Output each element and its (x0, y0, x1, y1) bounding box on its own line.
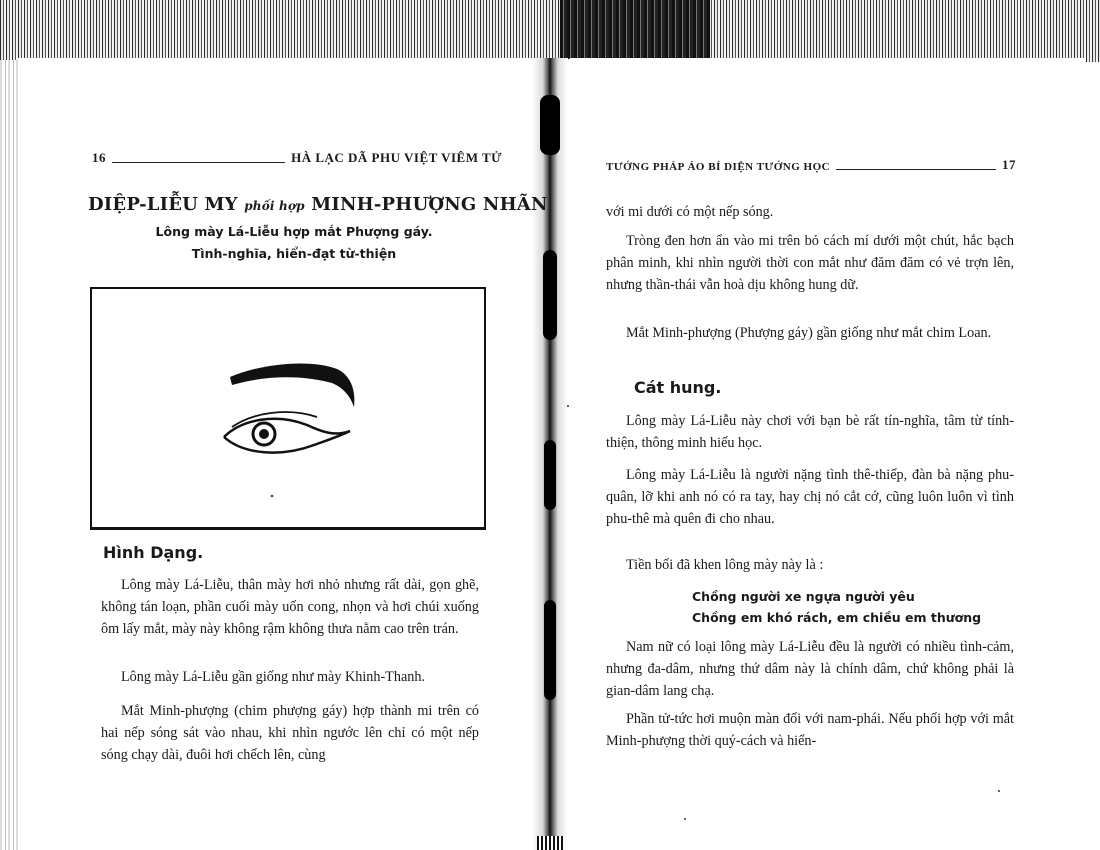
paragraph: Nam nữ có loại lông mày Lá-Liễu đều là người có nhiều tình-cảm, nhưng đa-dâm, nhưng thứ dâm này là chính dâm, chứ không phải là gian-dâm lang chạ. (606, 639, 1014, 699)
section-heading: Hình Dạng. (103, 543, 204, 562)
chapter-subtitle: Tình-nghĩa, hiển-đạt từ-thiện (191, 246, 397, 261)
page-number: 16 (92, 150, 106, 165)
running-head-right (606, 157, 1016, 173)
running-head-title: TƯỚNG PHÁP ÁO BÍ DIỆN TƯỚNG HỌC (606, 161, 831, 173)
paragraph: Lông mày Lá-Liễu là người nặng tình thê-thiếp, đàn bà nặng phu-quân, lỡ khi anh nó có ra tay, hay chị nó cắt cớ, cũng luôn luôn vì tình phu-thê mà quên đi cho nhau. (606, 467, 1014, 527)
chapter-title (88, 194, 548, 215)
quote-line: Chồng người xe ngựa người yêu (692, 589, 915, 604)
gutter-shadow (540, 95, 560, 155)
scan-speck (567, 405, 569, 407)
paragraph: Mắt Minh-phượng (chim phượng gáy) hợp thành mi trên có hai nếp sóng sát vào nhau, khi nhìn ngước lên chỉ có một nếp sóng chạy dài, đuôi hơi chếch lên, cùng (101, 703, 479, 763)
chapter-title-connector: phối hợp (244, 199, 305, 213)
eyebrow-and-eye-drawing (92, 289, 484, 527)
chapter-title-part2: MINH-PHƯỢNG NHÃN (311, 194, 548, 215)
paragraph: Phần tử-tức hơi muộn màn đối với nam-phái. Nếu phối hợp với mắt Minh-phượng thời quý-cách và hiển- (606, 711, 1014, 749)
scan-speck (684, 818, 686, 820)
running-head-title: HÀ LẠC DÃ PHU VIỆT VIÊM TỬ (291, 150, 502, 165)
scan-edge-top-shadow (560, 0, 710, 62)
paragraph: Mắt Minh-phượng (Phượng gáy) gần giống như mắt chim Loan. (626, 325, 992, 341)
quote-line: Chồng em khó rách, em chiều em thương (692, 610, 982, 625)
scan-speck (998, 790, 1000, 792)
running-head-left (92, 150, 502, 166)
paragraph: Tiền bối đã khen lông mày này là : (626, 557, 824, 573)
running-head-rule (836, 169, 996, 170)
pupil (259, 429, 269, 439)
eye-brow-illustration (90, 287, 486, 530)
eyebrow-shape (230, 363, 354, 407)
chapter-subtitle: Lông mày Lá-Liễu hợp mắt Phượng gáy. (155, 224, 433, 239)
paragraph: với mi dưới có một nếp sóng. (606, 204, 774, 220)
gutter-shadow (543, 250, 557, 340)
running-head-rule (112, 162, 285, 163)
page-number: 17 (1002, 157, 1016, 172)
paragraph: Lông mày Lá-Liễu gần giống như mày Khinh-Thanh. (121, 669, 425, 685)
gutter-shadow (544, 440, 556, 510)
section-heading: Cát hung. (634, 378, 722, 397)
paragraph: Lông mày Lá-Liễu này chơi với bạn bè rất tín-nghĩa, tâm từ tính-thiện, thông minh hiếu học. (606, 413, 1014, 451)
scan-edge-top (0, 0, 1100, 62)
paragraph: Tròng đen hơn ẩn vào mi trên bỏ cách mí dưới một chút, hắc bạch phân minh, khi nhìn người thời con mắt như đăm đăm có vẻ trợn lên, nhưng thần-thái vẫn hoà dịu không hung dữ. (606, 233, 1014, 293)
scan-edge-left (0, 60, 18, 850)
chapter-title-part1: DIỆP-LIỄU MY (88, 194, 238, 215)
scan-mark-bottom (537, 836, 565, 850)
gutter-shadow (544, 600, 556, 700)
paragraph: Lông mày Lá-Liễu, thân mày hơi nhỏ nhưng rất dài, gọn ghẽ, không tán loạn, phần cuối mày uốn cong, nhọn và hơi chúi xuống ôm lấy mắt, mày này không rậm không thưa nằm cao trên trán. (101, 577, 479, 637)
